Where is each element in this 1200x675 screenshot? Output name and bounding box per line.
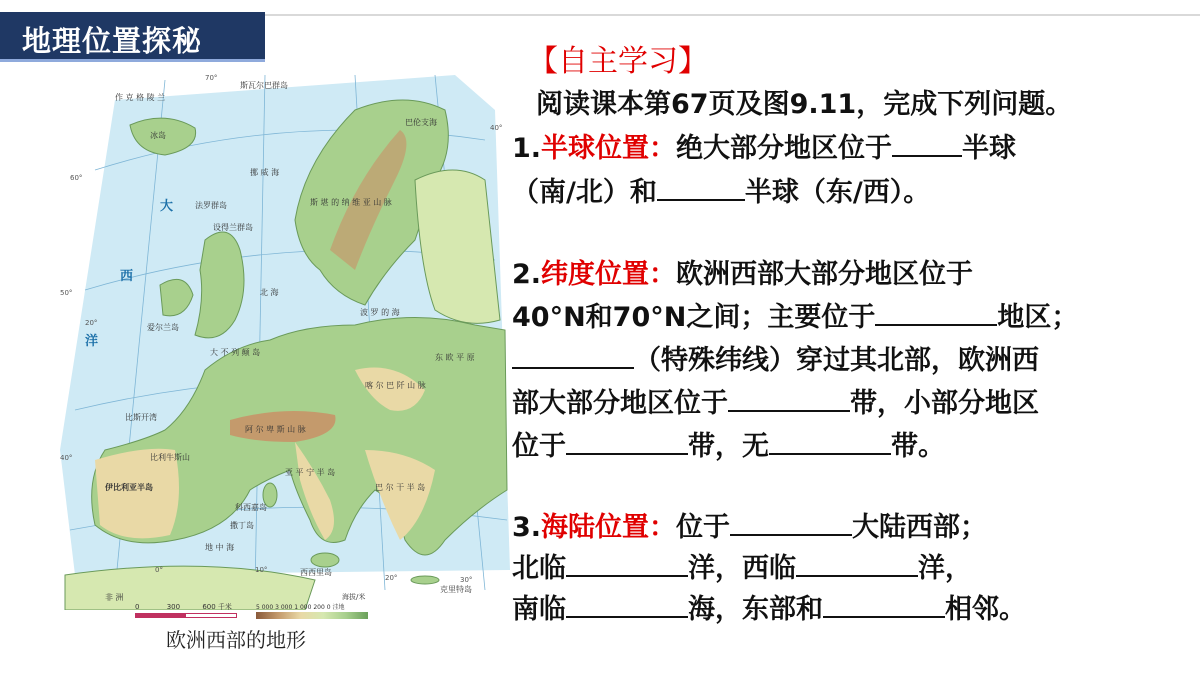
top-divider <box>265 14 1200 16</box>
q2-text-4: （特殊纬线）穿过其北部，欧洲西 <box>634 345 1039 376</box>
biscay-label: 比斯开湾 <box>125 413 157 422</box>
q2-label: 纬度位置： <box>541 259 677 290</box>
legend-title: 海拔/米 <box>342 593 366 601</box>
legend-value-2: 3 000 <box>275 604 293 611</box>
north-sea-label: 北 海 <box>260 288 279 297</box>
q3-blank-2[interactable] <box>566 551 688 577</box>
baltic-label: 波 罗 的 海 <box>360 308 400 317</box>
faroe-label: 法罗群岛 <box>195 201 227 210</box>
q1-text-2: 半球 <box>962 133 1017 164</box>
page-title: 地理位置探秘 <box>22 24 203 58</box>
q2-blank-2[interactable] <box>512 343 634 369</box>
norwegian-sea-label: 挪 威 海 <box>250 168 280 177</box>
section-heading: 【自主学习】 <box>528 44 708 79</box>
q2-line-3 <box>512 338 1039 377</box>
scale-0: 0 <box>135 603 140 611</box>
q3-text-7: 海，东部和 <box>688 594 823 625</box>
sardinia-label: 撒丁岛 <box>230 521 254 530</box>
europe-map <box>55 70 510 610</box>
q3-label: 海陆位置： <box>541 512 677 543</box>
q3-blank-4[interactable] <box>566 592 688 618</box>
carpathian-label: 喀 尔 巴 阡 山 脉 <box>365 381 426 390</box>
q3-line-3 <box>512 587 1026 626</box>
scale-300: 300 <box>166 603 181 611</box>
q3-line-1 <box>512 505 987 544</box>
ocean-char-3: 洋 <box>85 334 99 349</box>
iberia-shape <box>95 449 179 539</box>
q3-text-6: 南临 <box>512 594 566 625</box>
intro-text: 阅读课本第67页及图9.11，完成下列问题。 <box>536 89 1073 120</box>
q3-text-2: 大陆西部； <box>852 512 988 543</box>
lon-label-5: 30° <box>460 576 473 584</box>
gb-label: 大 不 列 颠 岛 <box>210 348 261 357</box>
q1-number: 1. <box>512 133 542 164</box>
sicily-label: 西西里岛 <box>300 568 332 577</box>
scale-600: 600 千米 <box>202 603 232 611</box>
corsica-label: 科西嘉岛 <box>235 503 267 512</box>
ocean-char-1: 大 <box>160 199 174 214</box>
scale-bar <box>135 602 255 622</box>
east-european-label: 东 欧 平 原 <box>435 353 475 362</box>
q3-blank-3[interactable] <box>796 551 918 577</box>
lat-label-50: 50° <box>60 289 73 297</box>
greenland-label: 作 克 格 陵 兰 <box>115 93 166 102</box>
lon-label-3: 10° <box>255 566 268 574</box>
lat-label-40: 40° <box>60 454 73 462</box>
pyrenees-label: 比利牛斯山 <box>150 453 190 462</box>
lat-label-70: 70° <box>205 74 218 82</box>
ireland-label: 爱尔兰岛 <box>147 323 179 332</box>
q2-blank-1[interactable] <box>875 300 997 326</box>
q1-text-1: 绝大部分地区位于 <box>676 133 893 164</box>
lon-label-4: 20° <box>385 574 398 582</box>
lon-label-6: 40° <box>490 124 503 132</box>
q2-text-2: 40°N和70°N之间；主要位于 <box>512 302 876 333</box>
scand-mountains-label: 斯 堪 的 纳 维 亚 山 脉 <box>310 198 392 207</box>
q2-text-7: 位于 <box>512 431 566 462</box>
iceland-label: 冰岛 <box>150 131 166 140</box>
q3-text-8: 相邻。 <box>945 594 1026 625</box>
africa-label: 非 洲 <box>105 593 124 602</box>
q2-blank-3[interactable] <box>728 386 850 412</box>
q1-line-2 <box>512 170 930 209</box>
q3-blank-1[interactable] <box>730 510 852 536</box>
q2-text-8: 带，无 <box>688 431 769 462</box>
map-svg <box>55 70 510 610</box>
q2-text-5: 部大部分地区位于 <box>512 388 728 419</box>
svalbard-label: 斯瓦尔巴群岛 <box>240 81 288 90</box>
q3-number: 3. <box>512 512 542 543</box>
alps-label: 阿 尔 卑 斯 山 脉 <box>245 425 306 434</box>
q1-blank-1[interactable] <box>892 131 962 157</box>
legend-value-1: 5 000 <box>256 604 274 611</box>
q3-text-1: 位于 <box>676 512 731 543</box>
q2-line-2 <box>512 295 1078 334</box>
q2-text-3: 地区； <box>997 302 1079 333</box>
q3-text-4: 洋，西临 <box>688 553 796 584</box>
map-caption: 欧洲西部的地形 <box>166 628 306 652</box>
q2-number: 2. <box>512 259 542 290</box>
elevation-legend <box>256 594 376 624</box>
shetland-label: 设得兰群岛 <box>213 223 253 232</box>
q3-text-3: 北临 <box>512 553 566 584</box>
legend-ramp <box>256 612 368 619</box>
legend-value-5: 0 <box>326 604 331 611</box>
title-bar <box>0 12 265 62</box>
legend-value-3: 1 000 <box>294 604 312 611</box>
lon-label-2: 0° <box>155 566 163 574</box>
legend-value-6: 洼地 <box>332 604 345 611</box>
q1-blank-2[interactable] <box>657 175 745 201</box>
q1-line-1 <box>512 126 1016 165</box>
med-label: 地 中 海 <box>205 543 235 552</box>
q1-label: 半球位置： <box>541 133 677 164</box>
lat-label-60: 60° <box>70 174 83 182</box>
crete-shape <box>411 576 439 584</box>
balkan-label: 巴 尔 干 半 岛 <box>375 483 426 492</box>
q2-blank-5[interactable] <box>769 429 891 455</box>
q3-line-2 <box>512 546 972 585</box>
sicily-shape <box>311 553 339 567</box>
q2-text-6: 带，小部分地区 <box>850 388 1039 419</box>
barents-label: 巴伦支海 <box>405 118 437 127</box>
q2-text-9: 带。 <box>891 431 945 462</box>
q1-text-3: （南/北）和 <box>512 177 657 208</box>
italy-label: 亚 平 宁 半 岛 <box>285 468 336 477</box>
lon-label-1: 20° <box>85 319 98 327</box>
q2-line-4 <box>512 381 1039 420</box>
q2-text-1: 欧洲西部大部分地区位于 <box>676 259 974 290</box>
q3-blank-5[interactable] <box>823 592 945 618</box>
q2-blank-4[interactable] <box>566 429 688 455</box>
q2-line-1 <box>512 252 973 291</box>
q2-line-5 <box>512 424 945 463</box>
crete-label: 克里特岛 <box>440 585 472 594</box>
iberia-label: 伊比利亚半岛 <box>105 483 153 492</box>
q3-text-5: 洋， <box>918 553 972 584</box>
q1-text-4: 半球（东/西）。 <box>744 177 931 208</box>
ocean-char-2: 西 <box>120 269 134 284</box>
legend-value-4: 200 <box>313 604 325 611</box>
scale-bar-graphic <box>135 613 237 618</box>
